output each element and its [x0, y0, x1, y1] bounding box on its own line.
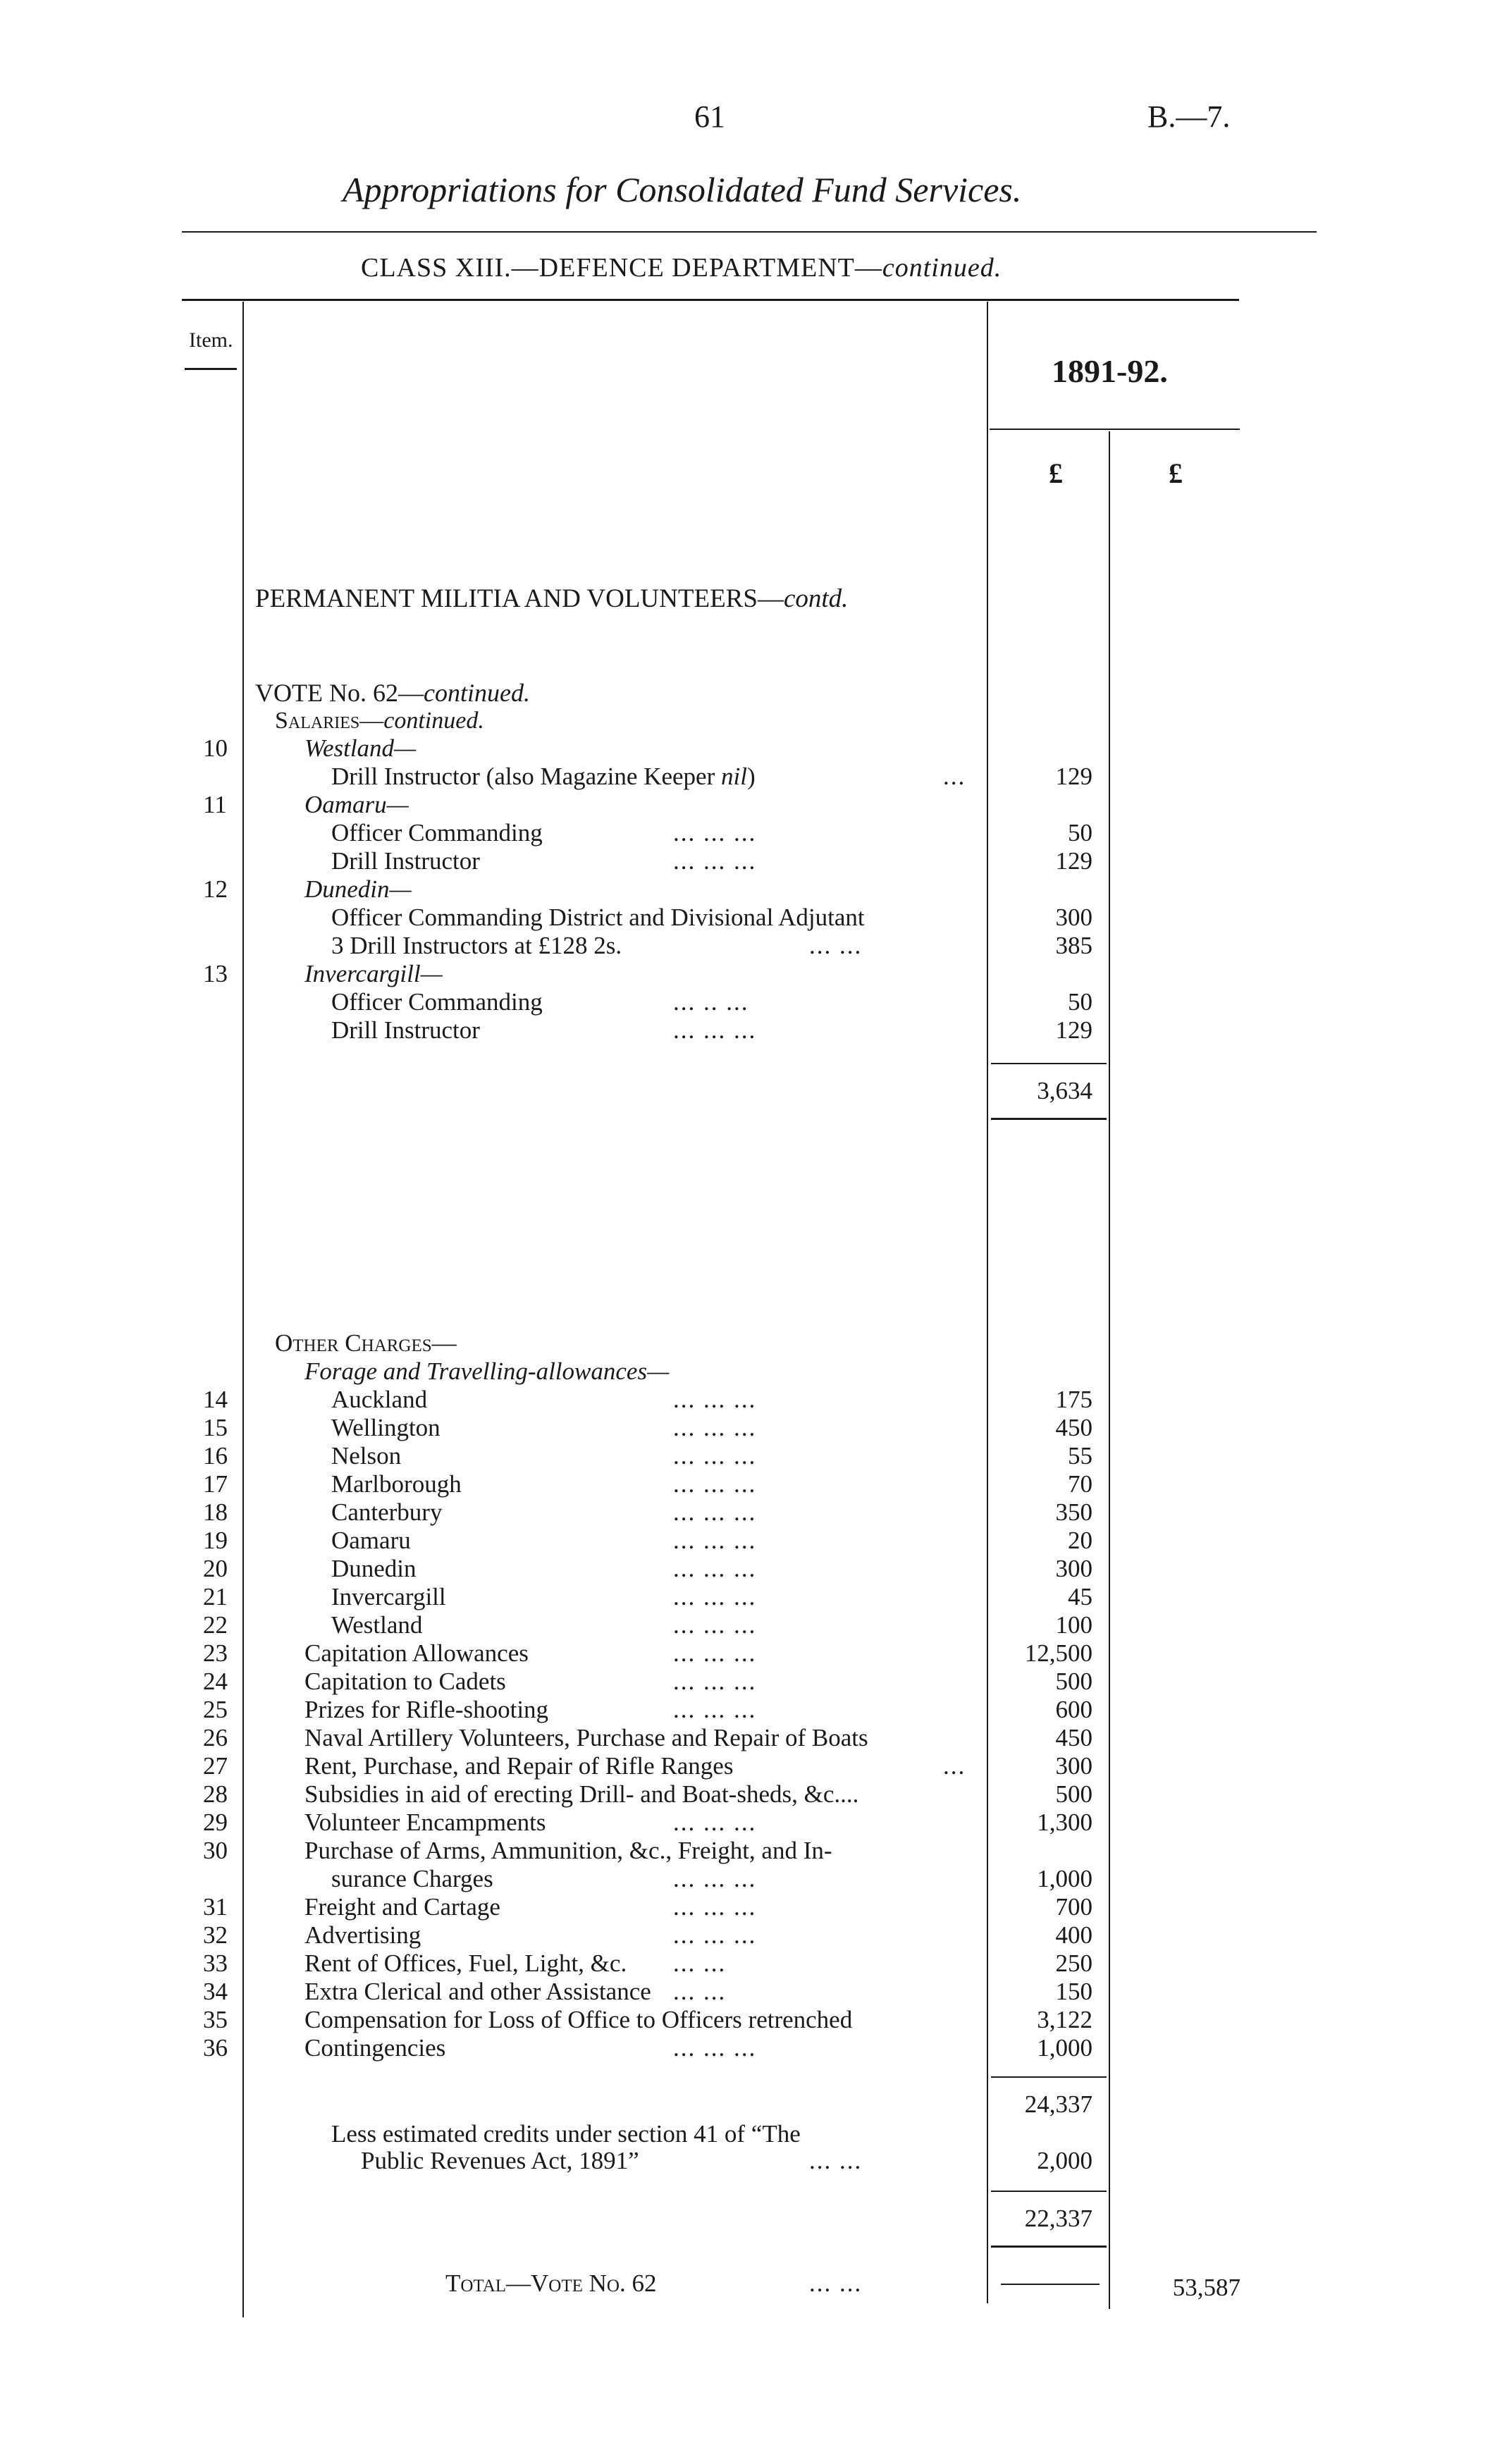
item-number: 12 — [203, 875, 228, 903]
item-column-header: Item. — [189, 328, 233, 352]
item-column-rule — [242, 302, 244, 2317]
class-heading-text: CLASS XIII.—DEFENCE DEPARTMENT— — [361, 253, 882, 283]
item-number: 17 — [203, 1470, 228, 1498]
charge-line: surance Charges — [331, 1865, 493, 1892]
salaries-sum-rule — [991, 1063, 1107, 1064]
amount: 300 — [1055, 1555, 1092, 1582]
leader-dots: ... ... — [809, 932, 863, 959]
section-heading-text: PERMANENT MILITIA AND VOLUNTEERS— — [255, 584, 784, 613]
item-number: 24 — [203, 1668, 228, 1695]
leader-dots: ... ... ... — [673, 1555, 757, 1582]
forage-line: Dunedin — [331, 1555, 417, 1582]
forage-line: Nelson — [331, 1442, 402, 1470]
amount: 500 — [1055, 1668, 1092, 1695]
amount: 50 — [1068, 988, 1092, 1016]
document-reference: B.—7. — [1147, 99, 1231, 134]
charges-sum-rule — [991, 2076, 1107, 2078]
page-number: 61 — [694, 99, 725, 134]
leader-dots: ... ... ... — [673, 1386, 757, 1413]
salary-line-nil: nil — [720, 763, 747, 790]
amount: 45 — [1068, 1583, 1092, 1610]
item-number: 30 — [203, 1837, 228, 1864]
amount: 300 — [1055, 1752, 1092, 1780]
item-number: 32 — [203, 1921, 228, 1949]
leader-dots: ... — [943, 763, 966, 790]
forage-line: Wellington — [331, 1414, 441, 1441]
salaries-total-rule — [991, 1118, 1107, 1120]
item-number: 13 — [203, 960, 228, 987]
charge-line: Subsidies in aid of erecting Drill- and Boat-sheds, &c.... — [304, 1780, 859, 1808]
salaries-heading-text: Salaries— — [275, 708, 384, 734]
leader-dots: ... ... ... — [673, 1498, 757, 1526]
salaries-heading-continued: continued. — [383, 708, 484, 734]
amount: 129 — [1055, 1016, 1092, 1044]
salary-line-close: ) — [746, 763, 756, 790]
item-number: 10 — [203, 734, 228, 762]
leader-dots: ... ... ... — [673, 1921, 757, 1949]
charge-line: Compensation for Loss of Office to Officers retrenched — [304, 2006, 853, 2033]
leader-dots: ... ... — [809, 2269, 863, 2297]
total-label — [445, 2269, 656, 2298]
leader-dots: ... ... — [673, 1949, 727, 1977]
net-rule — [991, 2191, 1107, 2192]
forage-line: Marlborough — [331, 1470, 462, 1498]
charge-line: Advertising — [304, 1921, 421, 1949]
amount: 500 — [1055, 1780, 1092, 1808]
forage-subheading: Forage and Travelling-allowances— — [304, 1357, 670, 1385]
amount: 150 — [1055, 1978, 1092, 2005]
item-number: 22 — [203, 1611, 228, 1639]
leader-dots: ... ... ... — [673, 2034, 757, 2062]
leader-dots: ... ... ... — [673, 819, 757, 846]
less-credits-amount: 2,000 — [1037, 2147, 1092, 2174]
charge-line: Contingencies — [304, 2034, 446, 2062]
amount: 385 — [1055, 932, 1092, 959]
amount: 55 — [1068, 1442, 1092, 1470]
salary-line: Drill Instructor — [331, 847, 480, 875]
amount: 400 — [1055, 1921, 1092, 1949]
charge-line: Capitation to Cadets — [304, 1668, 506, 1695]
charges-subtotal: 24,337 — [1024, 2090, 1092, 2118]
forage-line: Auckland — [331, 1386, 428, 1413]
vote-heading — [255, 678, 530, 708]
leader-dots: ... ... ... — [673, 1611, 757, 1639]
item-number: 16 — [203, 1442, 228, 1470]
subheading: Westland— — [304, 734, 417, 762]
charge-line: Extra Clerical and other Assistance — [304, 1978, 651, 2005]
currency-symbol-total: £ — [1169, 457, 1183, 489]
item-number: 36 — [203, 2034, 228, 2062]
salary-line: 3 Drill Instructors at £128 2s. — [331, 932, 622, 959]
forage-line: Canterbury — [331, 1498, 443, 1526]
other-charges-heading: Other Charges— — [275, 1329, 457, 1357]
page-title: Appropriations for Consolidated Fund Services. — [343, 170, 1022, 209]
item-number: 19 — [203, 1527, 228, 1554]
charges-net: 22,337 — [1024, 2205, 1092, 2232]
salary-line: Officer Commanding District and Divisional Adjutant — [331, 904, 865, 931]
vote-heading-text: VOTE No. 62— — [255, 679, 424, 707]
salary-line-label: Drill Instructor (also Magazine Keeper — [331, 763, 721, 790]
class-heading-continued: continued. — [882, 253, 1002, 283]
amount: 700 — [1055, 1893, 1092, 1921]
amount: 350 — [1055, 1498, 1092, 1526]
subheading: Dunedin— — [304, 875, 412, 903]
charge-line: Capitation Allowances — [304, 1639, 529, 1667]
currency-symbol: £ — [1049, 457, 1063, 489]
less-credits-line-2: Public Revenues Act, 1891” — [361, 2147, 639, 2174]
item-number: 25 — [203, 1696, 228, 1723]
year-header: 1891-92. — [1052, 353, 1168, 389]
item-number: 23 — [203, 1639, 228, 1667]
leader-dots: ... ... ... — [673, 1442, 757, 1470]
item-number: 33 — [203, 1949, 228, 1977]
section-heading — [255, 584, 848, 614]
leader-dots: ... ... ... — [673, 1865, 757, 1892]
net-under-rule — [991, 2246, 1107, 2248]
charge-line: Freight and Cartage — [304, 1893, 500, 1921]
item-number: 35 — [203, 2006, 228, 2033]
amount: 100 — [1055, 1611, 1092, 1639]
item-number: 26 — [203, 1724, 228, 1751]
leader-dots: ... ... ... — [673, 1470, 757, 1498]
leader-dots: ... ... ... — [673, 1016, 757, 1044]
total-label-text: Total—Vote No. 62 — [445, 2269, 657, 2297]
amount: 300 — [1055, 904, 1092, 931]
salary-line: Drill Instructor — [331, 1016, 480, 1044]
item-number: 31 — [203, 1893, 228, 1921]
item-number: 18 — [203, 1498, 228, 1526]
amount: 1,000 — [1037, 1865, 1092, 1892]
amount: 600 — [1055, 1696, 1092, 1723]
salaries-total: 3,634 — [1037, 1077, 1092, 1104]
vote-heading-continued: continued. — [423, 679, 530, 707]
forage-line: Invercargill — [331, 1583, 446, 1610]
charge-line: Rent of Offices, Fuel, Light, &c. — [304, 1949, 627, 1977]
salaries-heading — [275, 708, 484, 734]
leader-dots: ... ... ... — [673, 1527, 757, 1554]
table-top-rule — [182, 299, 1239, 301]
leader-dots: ... ... ... — [673, 847, 757, 875]
salary-line: Officer Commanding — [331, 819, 543, 846]
title-rule — [182, 231, 1317, 233]
charge-line: Rent, Purchase, and Repair of Rifle Ranges — [304, 1752, 734, 1780]
charge-line: Prizes for Rifle-shooting — [304, 1696, 549, 1723]
total-amount: 53,587 — [1172, 2274, 1240, 2301]
amount: 70 — [1068, 1470, 1092, 1498]
item-under-rule — [185, 368, 237, 370]
amount: 1,300 — [1037, 1809, 1092, 1836]
item-number: 15 — [203, 1414, 228, 1441]
charge-line: Purchase of Arms, Ammunition, &c., Freight, and In- — [304, 1837, 832, 1864]
leader-dots: ... ... — [673, 1978, 727, 2005]
less-credits-line-1: Less estimated credits under section 41 of “The — [331, 2120, 801, 2148]
amount: 20 — [1068, 1527, 1092, 1554]
charge-line: Naval Artillery Volunteers, Purchase and Repair of Boats — [304, 1724, 868, 1751]
item-number: 27 — [203, 1752, 228, 1780]
leader-dots: ... ... ... — [673, 1893, 757, 1921]
subheading: Oamaru— — [304, 791, 409, 818]
item-number: 34 — [203, 1978, 228, 2005]
amount: 450 — [1055, 1724, 1092, 1751]
amount: 1,000 — [1037, 2034, 1092, 2062]
amount: 250 — [1055, 1949, 1092, 1977]
item-number: 14 — [203, 1386, 228, 1413]
salary-line: Officer Commanding — [331, 988, 543, 1016]
item-number: 21 — [203, 1583, 228, 1610]
amount: 129 — [1055, 763, 1092, 790]
currency-divider-rule — [1109, 431, 1110, 2309]
leader-dots: ... ... ... — [673, 1696, 757, 1723]
leader-dots: ... — [943, 1752, 966, 1780]
leader-dots: ... ... — [809, 2147, 863, 2174]
leader-dots: ... ... ... — [673, 1639, 757, 1667]
item-number: 11 — [203, 791, 227, 818]
forage-line: Westland — [331, 1611, 423, 1639]
subheading: Invercargill— — [304, 960, 443, 987]
amount: 450 — [1055, 1414, 1092, 1441]
amount: 12,500 — [1024, 1639, 1092, 1667]
leader-dots: ... .. ... — [673, 988, 749, 1016]
leader-dots: ... ... ... — [673, 1414, 757, 1441]
amount: 3,122 — [1037, 2006, 1092, 2033]
leader-dots: ... ... ... — [673, 1668, 757, 1695]
amount: 129 — [1055, 847, 1092, 875]
salary-line — [331, 763, 756, 791]
section-heading-contd: contd. — [783, 584, 849, 613]
amount: 175 — [1055, 1386, 1092, 1413]
item-number: 29 — [203, 1809, 228, 1836]
year-under-rule — [990, 429, 1240, 430]
leader-dots: ... ... ... — [673, 1809, 757, 1836]
leader-dots: ... ... ... — [673, 1583, 757, 1610]
total-dash — [1001, 2284, 1100, 2285]
charge-line: Volunteer Encampments — [304, 1809, 546, 1836]
amount: 50 — [1068, 819, 1092, 846]
forage-line: Oamaru — [331, 1527, 411, 1554]
item-number: 28 — [203, 1780, 228, 1808]
class-heading — [361, 252, 1002, 283]
item-number: 20 — [203, 1555, 228, 1582]
